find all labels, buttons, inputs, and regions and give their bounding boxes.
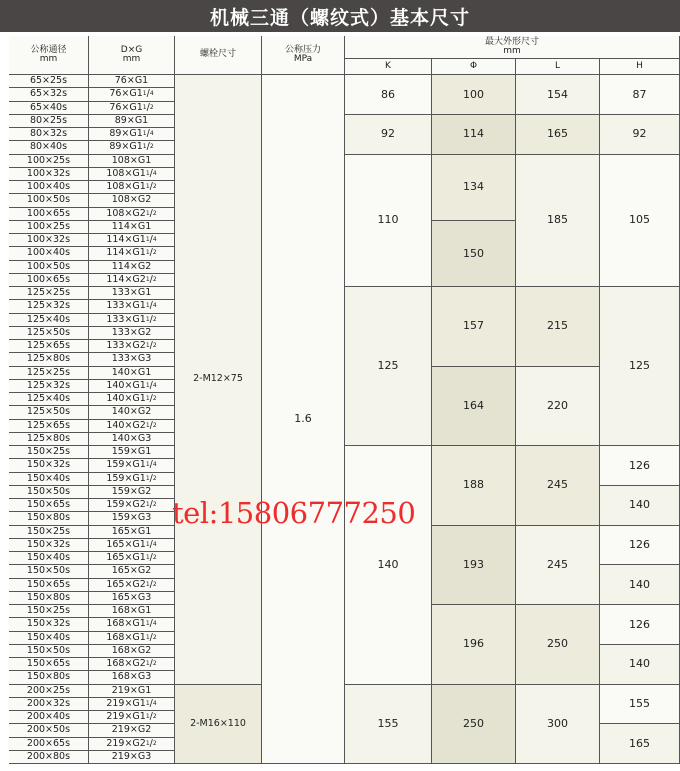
header-nominal-size-unit: mm (39, 54, 58, 64)
phi-cell: 134 (432, 155, 516, 221)
dg-cell: 140×G2 1 / 2 (89, 420, 175, 433)
dg-cell: 168×G1 1 / 2 (89, 632, 175, 645)
nominal-size-cell: 200×65s (9, 738, 89, 751)
dg-cell: 76×G1 (89, 75, 175, 88)
l-cell: 245 (516, 446, 600, 526)
dg-cell: 219×G2 (89, 724, 175, 737)
nominal-size-cell: 65×32s (9, 88, 89, 101)
h-cell: 140 (600, 486, 680, 526)
dg-cell: 108×G1 (89, 155, 175, 168)
nominal-size-cell: 65×40s (9, 102, 89, 115)
dg-cell: 76×G1 1 / 2 (89, 102, 175, 115)
dg-cell: 114×G2 (89, 261, 175, 274)
k-cell: 86 (345, 75, 432, 115)
nominal-size-cell: 150×32s (9, 539, 89, 552)
header-dg (89, 36, 175, 75)
nominal-size-cell: 100×40s (9, 181, 89, 194)
dg-cell: 108×G2 (89, 194, 175, 207)
dg-cell: 114×G1 1 / 2 (89, 247, 175, 260)
phone-watermark: tel:15806777250 (172, 496, 416, 530)
nominal-size-cell: 150×32s (9, 459, 89, 472)
phi-cell: 188 (432, 446, 516, 526)
nominal-size-cell: 150×32s (9, 618, 89, 631)
bolt-cell: 2-M12×75 (175, 75, 262, 685)
nominal-size-cell: 150×65s (9, 658, 89, 671)
phi-cell: 157 (432, 287, 516, 367)
dg-cell: 133×G1 1 / 4 (89, 300, 175, 313)
h-cell: 155 (600, 685, 680, 725)
dg-cell: 165×G1 1 / 4 (89, 539, 175, 552)
dg-cell: 140×G1 (89, 367, 175, 380)
nominal-size-cell: 150×25s (9, 526, 89, 539)
nominal-size-cell: 80×25s (9, 115, 89, 128)
pressure-cell: 1.6 (262, 75, 345, 764)
dg-cell: 140×G3 (89, 433, 175, 446)
dg-cell: 219×G1 1 / 2 (89, 711, 175, 724)
nominal-size-cell: 125×65s (9, 340, 89, 353)
l-cell: 220 (516, 367, 600, 447)
h-cell: 105 (600, 155, 680, 288)
bolt-cell: 2-M16×110 (175, 685, 262, 765)
nominal-size-cell: 200×40s (9, 711, 89, 724)
nominal-size-cell: 150×50s (9, 565, 89, 578)
nominal-size-cell: 150×50s (9, 645, 89, 658)
dg-cell: 89×G1 (89, 115, 175, 128)
nominal-size-cell: 150×25s (9, 605, 89, 618)
nominal-size-cell: 100×32s (9, 168, 89, 181)
dg-cell: 165×G1 (89, 526, 175, 539)
dg-cell: 140×G1 1 / 2 (89, 393, 175, 406)
dg-cell: 159×G2 1 / 2 (89, 499, 175, 512)
nominal-size-cell: 150×65s (9, 499, 89, 512)
l-cell: 154 (516, 75, 600, 115)
h-cell: 140 (600, 565, 680, 605)
nominal-size-cell: 100×65s (9, 274, 89, 287)
nominal-size-cell: 150×80s (9, 592, 89, 605)
dg-cell: 165×G2 1 / 2 (89, 579, 175, 592)
nominal-size-cell: 100×65s (9, 208, 89, 221)
header-max-dims-label: 最大外形尺寸 (484, 36, 539, 47)
header-pressure-label: 公称压力 (284, 44, 321, 55)
nominal-size-cell: 150×80s (9, 671, 89, 684)
h-cell: 92 (600, 115, 680, 155)
h-cell: 165 (600, 724, 680, 764)
dg-cell: 168×G1 1 / 4 (89, 618, 175, 631)
header-pressure (262, 36, 345, 75)
nominal-size-cell: 200×80s (9, 751, 89, 764)
dg-cell: 159×G1 1 / 4 (89, 459, 175, 472)
dg-cell: 133×G1 (89, 287, 175, 300)
k-cell: 92 (345, 115, 432, 155)
dg-cell: 133×G2 (89, 327, 175, 340)
dg-cell: 159×G2 (89, 486, 175, 499)
nominal-size-cell: 150×40s (9, 473, 89, 486)
nominal-size-cell: 150×65s (9, 579, 89, 592)
dg-cell: 89×G1 1 / 4 (89, 128, 175, 141)
header-max-dims (345, 36, 680, 59)
k-cell: 140 (345, 446, 432, 685)
nominal-size-cell: 80×40s (9, 141, 89, 154)
nominal-size-cell: 200×50s (9, 724, 89, 737)
nominal-size-cell: 150×40s (9, 552, 89, 565)
dg-cell: 133×G2 1 / 2 (89, 340, 175, 353)
dg-cell: 168×G2 (89, 645, 175, 658)
l-cell: 250 (516, 605, 600, 685)
dg-cell: 165×G3 (89, 592, 175, 605)
l-cell: 300 (516, 685, 600, 765)
dg-cell: 159×G1 (89, 446, 175, 459)
nominal-size-cell: 125×65s (9, 420, 89, 433)
dg-cell: 219×G1 1 / 4 (89, 698, 175, 711)
dg-cell: 114×G1 1 / 4 (89, 234, 175, 247)
nominal-size-cell: 125×50s (9, 406, 89, 419)
dg-cell: 219×G2 1 / 2 (89, 738, 175, 751)
phi-cell: 164 (432, 367, 516, 447)
phi-cell: 193 (432, 526, 516, 606)
dg-cell: 168×G2 1 / 2 (89, 658, 175, 671)
nominal-size-cell: 100×32s (9, 234, 89, 247)
nominal-size-cell: 125×25s (9, 287, 89, 300)
nominal-size-cell: 150×25s (9, 446, 89, 459)
nominal-size-cell: 125×40s (9, 393, 89, 406)
l-cell: 215 (516, 287, 600, 367)
dg-cell: 219×G1 (89, 685, 175, 698)
dg-cell: 108×G1 1 / 4 (89, 168, 175, 181)
k-cell: 125 (345, 287, 432, 446)
phi-cell: 100 (432, 75, 516, 115)
header-dg-label: D×G (120, 44, 143, 55)
h-cell: 125 (600, 287, 680, 446)
dg-cell: 165×G2 (89, 565, 175, 578)
dg-cell: 165×G1 1 / 2 (89, 552, 175, 565)
header-k: K (345, 59, 432, 75)
dg-cell: 140×G2 (89, 406, 175, 419)
nominal-size-cell: 150×50s (9, 486, 89, 499)
header-nominal-size (9, 36, 89, 75)
nominal-size-cell: 150×40s (9, 632, 89, 645)
nominal-size-cell: 200×32s (9, 698, 89, 711)
dg-cell: 140×G1 1 / 4 (89, 380, 175, 393)
nominal-size-cell: 150×80s (9, 512, 89, 525)
dg-cell: 219×G3 (89, 751, 175, 764)
h-cell: 126 (600, 446, 680, 486)
dg-cell: 108×G1 1 / 2 (89, 181, 175, 194)
phi-cell: 250 (432, 685, 516, 765)
nominal-size-cell: 100×50s (9, 194, 89, 207)
dg-cell: 114×G2 1 / 2 (89, 274, 175, 287)
dg-cell: 114×G1 (89, 221, 175, 234)
h-cell: 140 (600, 645, 680, 685)
nominal-size-cell: 65×25s (9, 75, 89, 88)
dg-cell: 168×G1 (89, 605, 175, 618)
dg-cell: 159×G1 1 / 2 (89, 473, 175, 486)
header-nominal-size-label: 公称通径 (30, 44, 67, 55)
h-cell: 126 (600, 526, 680, 566)
nominal-size-cell: 125×32s (9, 380, 89, 393)
h-cell: 87 (600, 75, 680, 115)
h-cell: 126 (600, 605, 680, 645)
nominal-size-cell: 125×32s (9, 300, 89, 313)
phi-cell: 196 (432, 605, 516, 685)
nominal-size-cell: 125×40s (9, 314, 89, 327)
phi-cell: 150 (432, 221, 516, 287)
k-cell: 155 (345, 685, 432, 765)
header-dg-unit: mm (122, 54, 141, 64)
nominal-size-cell: 200×25s (9, 685, 89, 698)
dg-cell: 89×G1 1 / 2 (89, 141, 175, 154)
dg-cell: 168×G3 (89, 671, 175, 684)
nominal-size-cell: 100×25s (9, 155, 89, 168)
nominal-size-cell: 125×80s (9, 353, 89, 366)
dg-cell: 108×G2 1 / 2 (89, 208, 175, 221)
nominal-size-cell: 100×25s (9, 221, 89, 234)
nominal-size-cell: 100×40s (9, 247, 89, 260)
l-cell: 165 (516, 115, 600, 155)
header-pressure-unit: MPa (293, 54, 313, 64)
header-l: L (516, 59, 600, 75)
header-bolt: 螺栓尺寸 (175, 36, 262, 75)
l-cell: 245 (516, 526, 600, 606)
dg-cell: 133×G1 1 / 2 (89, 314, 175, 327)
dg-cell: 76×G1 1 / 4 (89, 88, 175, 101)
header-max-dims-unit: mm (503, 46, 521, 56)
nominal-size-cell: 100×50s (9, 261, 89, 274)
header-h: H (600, 59, 680, 75)
dg-cell: 159×G3 (89, 512, 175, 525)
k-cell: 110 (345, 155, 432, 288)
nominal-size-cell: 125×50s (9, 327, 89, 340)
nominal-size-cell: 125×80s (9, 433, 89, 446)
phi-cell: 114 (432, 115, 516, 155)
page-title: 机械三通（螺纹式）基本尺寸 (209, 6, 470, 29)
dg-cell: 133×G3 (89, 353, 175, 366)
nominal-size-cell: 80×32s (9, 128, 89, 141)
l-cell: 185 (516, 155, 600, 288)
header-phi: Φ (432, 59, 516, 75)
nominal-size-cell: 125×25s (9, 367, 89, 380)
